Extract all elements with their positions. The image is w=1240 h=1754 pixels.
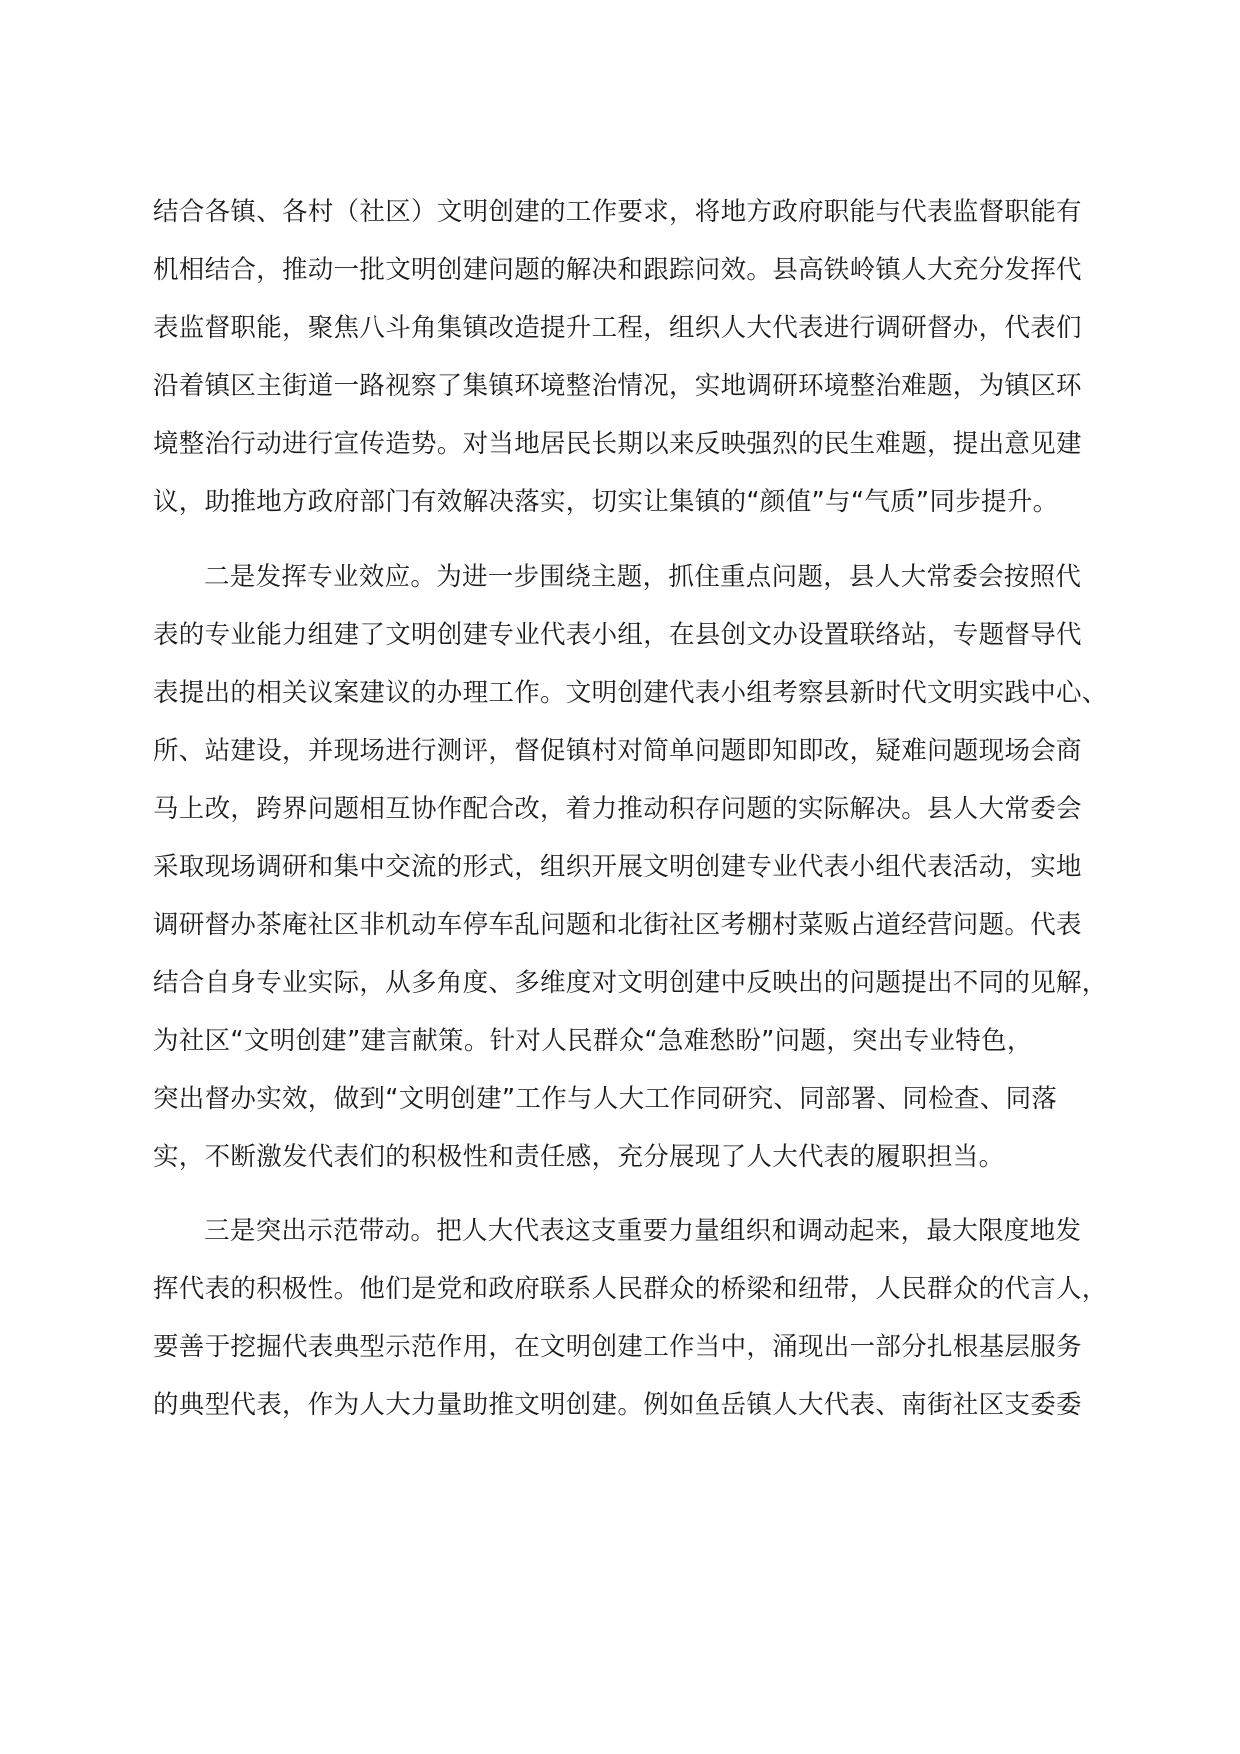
text-line: 表监督职能，聚焦八斗角集镇改造提升工程，组织人大代表进行调研督办，代表们 xyxy=(153,313,1082,343)
paragraph-first-line: 二是发挥专业效应。为进一步围绕主题，抓住重点问题，县人大常委会按照代 xyxy=(204,562,1082,592)
text-line: 挥代表的积极性。他们是党和政府联系人民群众的桥梁和纽带，人民群众的代言人， xyxy=(153,1274,1108,1304)
text-line: 的典型代表，作为人大力量助推文明创建。例如鱼岳镇人大代表、南街社区支委委 xyxy=(153,1390,1082,1420)
text-line: 表提出的相关议案建议的办理工作。文明创建代表小组考察县新时代文明实践中心、 xyxy=(153,678,1108,708)
text-line: 马上改，跨界问题相互协作配合改，着力推动积存问题的实际解决。县人大常委会 xyxy=(153,794,1082,824)
text-line: 突出督办实效，做到“文明创建”工作与人大工作同研究、同部署、同检查、同落 xyxy=(153,1084,1058,1114)
text-line: 采取现场调研和集中交流的形式，组织开展文明创建专业代表小组代表活动，实地 xyxy=(153,852,1082,882)
text-line: 表的专业能力组建了文明创建专业代表小组，在县创文办设置联络站，专题督导代 xyxy=(153,620,1082,650)
text-line: 要善于挖掘代表典型示范作用，在文明创建工作当中，涌现出一部分扎根基层服务 xyxy=(153,1332,1082,1362)
text-line: 议，助推地方政府部门有效解决落实，切实让集镇的“颜值”与“气质”同步提升。 xyxy=(153,487,1059,517)
text-line: 机相结合，推动一批文明创建问题的解决和跟踪问效。县高铁岭镇人大充分发挥代 xyxy=(153,255,1082,285)
text-line: 实，不断激发代表们的积极性和责任感，充分展现了人大代表的履职担当。 xyxy=(153,1142,1005,1172)
text-line: 所、站建设，并现场进行测评，督促镇村对简单问题即知即改，疑难问题现场会商 xyxy=(153,736,1082,766)
text-line: 沿着镇区主街道一路视察了集镇环境整治情况，实地调研环境整治难题，为镇区环 xyxy=(153,371,1082,401)
text-line: 结合自身专业实际，从多角度、多维度对文明创建中反映出的问题提出不同的见解， xyxy=(153,968,1108,998)
text-line: 调研督办茶庵社区非机动车停车乱问题和北街社区考棚村菜贩占道经营问题。代表 xyxy=(153,910,1082,940)
text-line: 结合各镇、各村（社区）文明创建的工作要求，将地方政府职能与代表监督职能有 xyxy=(153,197,1082,227)
paragraph-first-line: 三是突出示范带动。把人大代表这支重要力量组织和调动起来，最大限度地发 xyxy=(204,1216,1082,1246)
text-line: 境整治行动进行宣传造势。对当地居民长期以来反映强烈的民生难题，提出意见建 xyxy=(153,429,1082,459)
text-line: 为社区“文明创建”建言献策。针对人民群众“急难愁盼”问题，突出专业特色， xyxy=(153,1026,1033,1056)
